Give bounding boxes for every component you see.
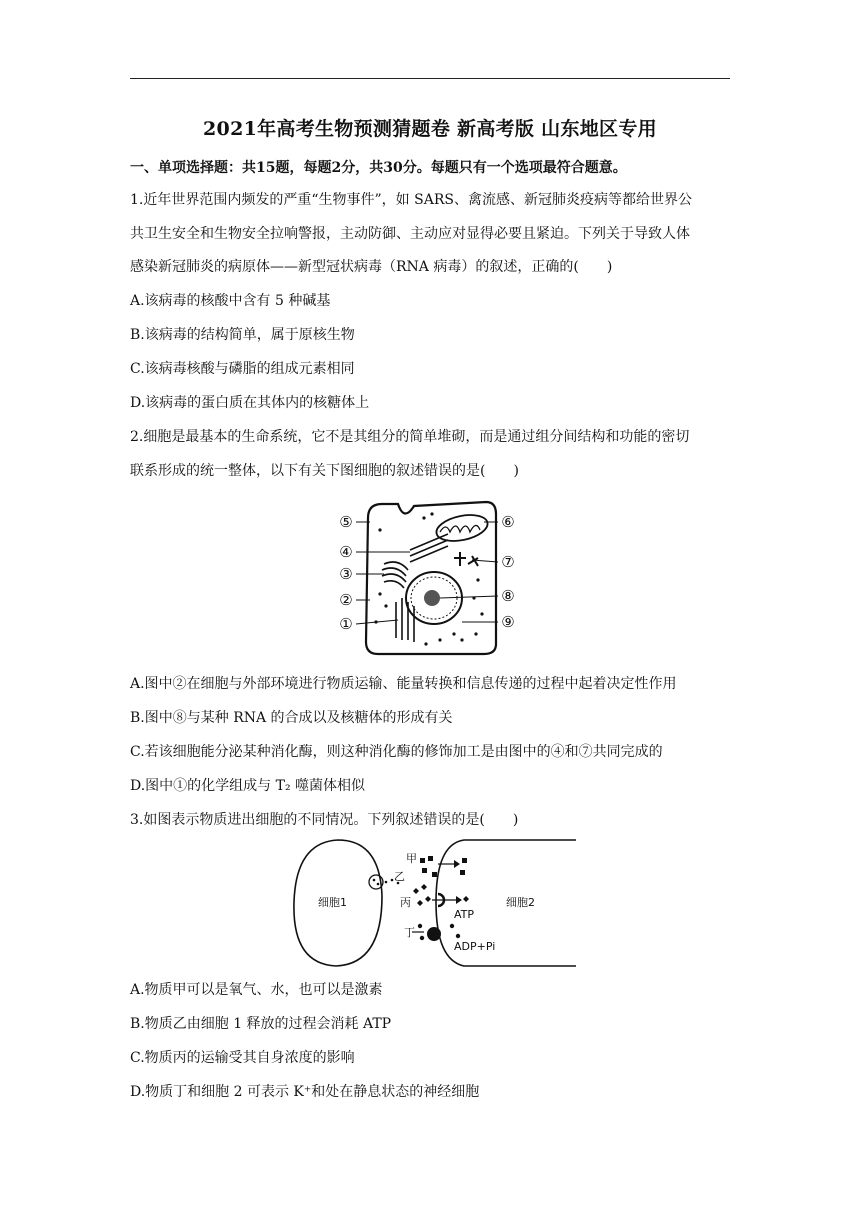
q3-stem-line-1: 3.如图表示物质进出细胞的不同情况。下列叙述错误的是( ) [130, 812, 519, 828]
label-yi: 乙 [394, 870, 405, 883]
label-ding: 丁 [404, 926, 415, 939]
cell-label-3: ③ [339, 565, 353, 583]
q1-option-c: C.该病毒核酸与磷脂的组成元素相同 [130, 361, 355, 377]
q2-option-b: B.图中⑧与某种 RNA 的合成以及核糖体的形成有关 [130, 710, 453, 726]
label-atp: ATP [454, 908, 475, 921]
cell-label-8: ⑧ [501, 587, 515, 605]
membrane-transport-diagram [288, 836, 578, 972]
q3-option-d: D.物质丁和细胞 2 可表示 K⁺和处在静息状态的神经细胞 [130, 1084, 480, 1100]
q1-stem-line-1: 1.近年世界范围内频发的严重“生物事件”，如 SARS、禽流感、新冠肺炎疫病等都给世界公 [130, 192, 692, 208]
cell-label-2: ② [339, 591, 353, 609]
cell-label-7: ⑦ [501, 553, 515, 571]
cell-label-1: ① [339, 615, 353, 633]
q1-stem-line-3: 感染新冠肺炎的病原体——新型冠状病毒（RNA 病毒）的叙述，正确的( ) [130, 259, 613, 275]
cell-label-5: ⑤ [339, 513, 353, 531]
label-bing: 丙 [400, 896, 411, 909]
q3-option-b: B.物质乙由细胞 1 释放的过程会消耗 ATP [130, 1016, 392, 1032]
q2-option-c: C.若该细胞能分泌某种消化酶，则这种消化酶的修饰加工是由图中的④和⑦共同完成的 [130, 744, 663, 760]
q2-option-d: D.图中①的化学组成与 T₂ 噬菌体相似 [130, 778, 366, 794]
cell-label-6: ⑥ [501, 513, 515, 531]
label-cell1: 细胞1 [318, 896, 347, 909]
cell-label-4: ④ [339, 543, 353, 561]
label-adp: ADP+Pi [454, 940, 496, 953]
q3-option-c: C.物质丙的运输受其自身浓度的影响 [130, 1050, 355, 1066]
q3-option-a: A.物质甲可以是氧气、水，也可以是激素 [130, 982, 383, 998]
cell-label-9: ⑨ [501, 613, 515, 631]
label-jia: 甲 [406, 852, 417, 865]
header-rule [130, 78, 730, 79]
q1-option-d: D.该病毒的蛋白质在其体内的核糖体上 [130, 395, 370, 411]
q2-stem-line-2: 联系形成的统一整体，以下有关下图细胞的叙述错误的是( ) [130, 463, 519, 479]
q2-option-a: A.图中②在细胞与外部环境进行物质运输、能量转换和信息传递的过程中起着决定性作用 [130, 676, 677, 692]
page-title: 2021年高考生物预测猜题卷 新高考版 山东地区专用 [203, 118, 657, 140]
q1-stem-line-2: 共卫生安全和生物安全拉响警报，主动防御、主动应对显得必要且紧迫。下列关于导致人体 [130, 226, 690, 242]
q1-option-a: A.该病毒的核酸中含有 5 种碱基 [130, 293, 331, 309]
animal-cell-diagram [336, 494, 522, 664]
q2-stem-line-1: 2.细胞是最基本的生命系统，它不是其组分的简单堆砌，而是通过组分间结构和功能的密切 [130, 429, 690, 445]
section-heading: 一、单项选择题：共15题，每题2分，共30分。每题只有一个选项最符合题意。 [130, 160, 627, 176]
q1-option-b: B.该病毒的结构简单，属于原核生物 [130, 327, 355, 343]
label-cell2: 细胞2 [506, 896, 535, 909]
